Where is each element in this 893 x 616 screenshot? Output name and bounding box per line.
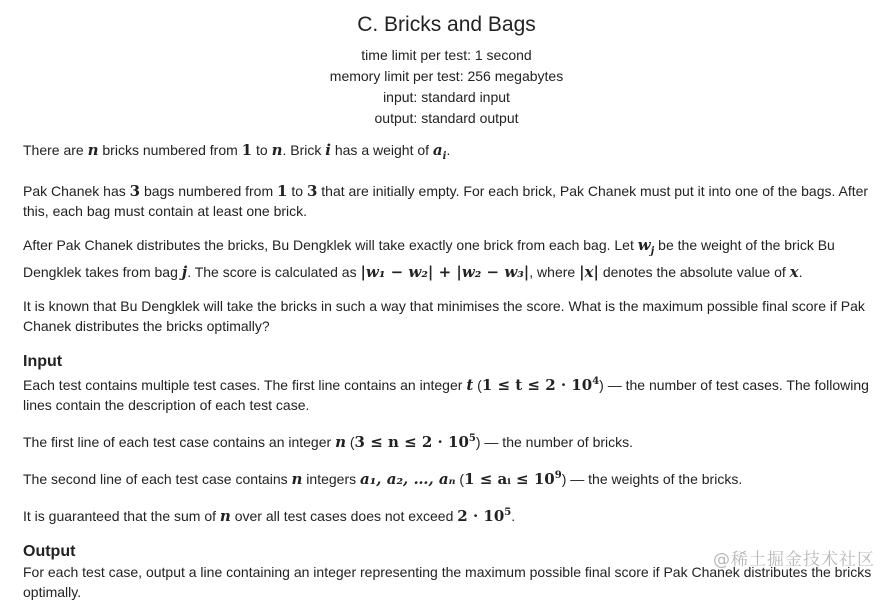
math <box>464 470 562 488</box>
math-base: 3 ≤ n ≤ 2 · 10 <box>354 433 469 451</box>
math-superscript: 4 <box>592 376 600 387</box>
math-base: 1 ≤ aᵢ ≤ 10 <box>464 470 555 488</box>
math-base: w <box>637 236 651 254</box>
watermark: @稀土掘金技术社区 <box>713 550 875 570</box>
math-base: 1 ≤ t ≤ 2 · 10 <box>481 376 593 394</box>
math <box>355 433 476 451</box>
text: , where <box>529 264 580 280</box>
statement-paragraph-2 <box>23 181 875 221</box>
text: ) — the number of bricks. <box>475 434 634 450</box>
math <box>457 507 511 525</box>
math: n <box>219 507 231 525</box>
input-paragraph-3 <box>23 466 875 489</box>
text: be the weight of the brick Bu Dengklek takes from bag <box>23 237 835 280</box>
text: denotes the absolute value of <box>598 264 790 280</box>
math: n <box>291 470 303 488</box>
math <box>637 236 655 257</box>
math-base: a <box>432 141 443 159</box>
text: ) — the number of test cases. The following lines contain the description of each test case. <box>23 377 869 413</box>
text: ( <box>455 471 465 487</box>
math: i <box>325 141 331 159</box>
math: n <box>271 141 283 159</box>
text: has a weight of <box>330 142 433 158</box>
output-heading: Output <box>23 543 76 560</box>
text: ) — the weights of the bricks. <box>561 471 743 487</box>
text: Pak Chanek has <box>23 183 130 199</box>
text: The first line of each test case contains an integer <box>23 434 336 450</box>
input-spec: input: standard input <box>383 89 510 105</box>
problem-header <box>0 0 893 129</box>
math: x <box>789 263 799 281</box>
text: It is guaranteed that the sum of <box>23 508 220 524</box>
math-superscript: 9 <box>554 470 562 481</box>
statement-paragraph-3 <box>23 235 875 282</box>
math-subscript: i <box>442 151 447 162</box>
text: . Brick <box>282 142 326 158</box>
statement-paragraph-1 <box>23 140 875 167</box>
math: a₁, a₂, …, aₙ <box>360 470 456 488</box>
text: integers <box>302 471 360 487</box>
text: . The score is calculated as <box>187 264 361 280</box>
math: |x| <box>579 263 599 281</box>
text: over all test cases does not exceed <box>230 508 458 524</box>
math-superscript: 5 <box>468 433 476 444</box>
time-limit: time limit per test: 1 second <box>361 47 532 63</box>
text: After Pak Chanek distributes the bricks, Bu Dengklek will take exactly one brick from each bag. Let <box>23 237 638 253</box>
text: to <box>287 183 307 199</box>
math: n <box>87 141 99 159</box>
text: bricks numbered from <box>98 142 242 158</box>
math: 1 <box>277 182 288 200</box>
text: . <box>798 264 803 280</box>
memory-limit: memory limit per test: 256 megabytes <box>329 68 564 84</box>
input-paragraph-2 <box>23 429 875 452</box>
output-spec: output: standard output <box>374 110 519 126</box>
text: Each test contains multiple test cases. The first line contains an integer <box>23 377 467 393</box>
math: j <box>181 263 188 281</box>
math-base: 2 · 10 <box>457 507 505 525</box>
text: . <box>511 508 516 524</box>
text: ( <box>473 377 482 393</box>
math: 3 <box>129 182 141 200</box>
math: 1 <box>241 141 253 159</box>
math <box>432 141 447 162</box>
text: There are <box>23 142 88 158</box>
statement-paragraph-4: It is known that Bu Dengklek will take the bricks in such a way that minimises the score. What is the maximum possible final score if Pak Chanek distributes the bricks optimally? <box>23 298 865 334</box>
math: t <box>466 376 474 394</box>
output-paragraph-1: For each test case, output a line containing an integer representing the maximum possible final score if Pak Chanek distributes the bricks optimally. <box>23 564 872 600</box>
problem-title: C. Bricks and Bags <box>357 13 536 36</box>
text: that are initially empty. For each brick, Pak Chanek must put it into one of the bags. After this, each bag must contain at least one brick. <box>23 183 869 219</box>
text: to <box>252 142 272 158</box>
text: The second line of each test case contains <box>23 471 292 487</box>
math-score-formula: |w₁ − w₂| + |w₂ − w₃| <box>360 263 530 281</box>
math: n <box>335 433 346 451</box>
math: 3 <box>306 182 318 200</box>
input-paragraph-1 <box>23 372 875 415</box>
input-heading: Input <box>23 353 63 370</box>
math <box>482 376 599 394</box>
math-superscript: 5 <box>504 507 512 518</box>
input-paragraph-4 <box>23 503 875 526</box>
text: ( <box>345 434 355 450</box>
math-subscript: j <box>650 246 655 257</box>
text: . <box>446 142 451 158</box>
text: bags numbered from <box>140 183 278 199</box>
